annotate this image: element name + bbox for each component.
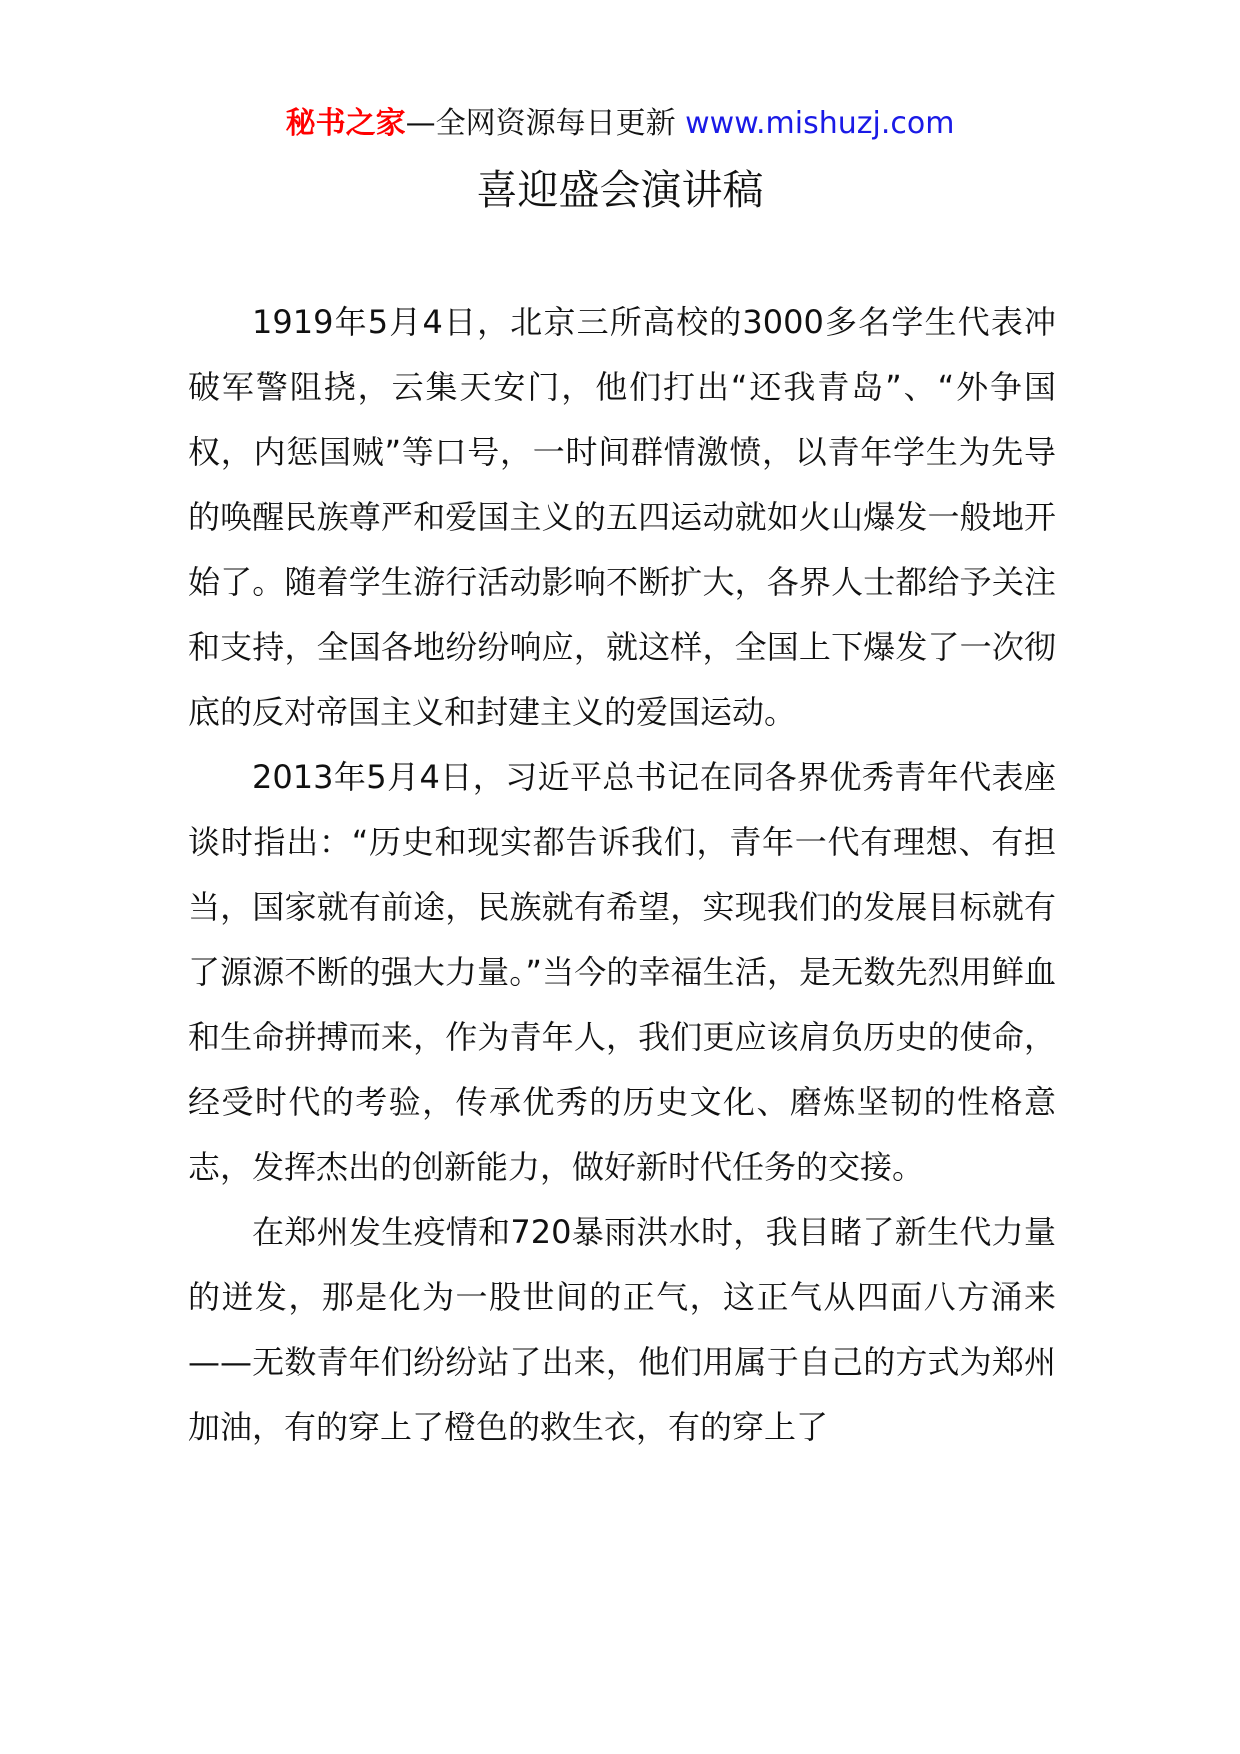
brand-name: 秘书之家 xyxy=(285,106,406,141)
paragraph: 1919年5月4日，北京三所高校的3000多名学生代表冲破军警阻挠，云集天安门，他们打出“还我青岛”、“外争国权，内惩国贼”等口号，一时间群情激愤，以青年学生为先导的唤醒民族尊严和爱国主义的五四运动就如火山爆发一般地开始了。随着学生游行活动影响不断扩大，各界人士都给予关注和支持，全国各地纷纷响应，就这样，全国上下爆发了一次彻底的反对帝国主义和封建主义的爱国运动。 xyxy=(188,303,1056,731)
header-tagline: —全网资源每日更新 xyxy=(405,106,686,141)
paragraph: 2013年5月4日，习近平总书记在同各界优秀青年代表座谈时指出：“历史和现实都告诉我们，青年一代有理想、有担当，国家就有前途，民族就有希望，实现我们的发展目标就有了源源不断的强大力量。”当今的幸福生活，是无数先烈用鲜血和生命拼搏而来，作为青年人，我们更应该肩负历史的使命，经受时代的考验，传承优秀的历史文化、磨炼坚韧的性格意志，发挥杰出的创新能力，做好新时代任务的交接。 xyxy=(188,758,1056,1186)
document-title: 喜迎盛会演讲稿 xyxy=(476,166,764,214)
document-body xyxy=(188,290,1056,1460)
site-url-link[interactable]: www.mishuzj.com xyxy=(685,106,955,141)
site-header xyxy=(0,102,1240,146)
paragraph: 在郑州发生疫情和720暴雨洪水时，我目睹了新生代力量的迸发，那是化为一股世间的正气，这正气从四面八方涌来——无数青年们纷纷站了出来，他们用属于自己的方式为郑州加油，有的穿上了橙色的救生衣，有的穿上了 xyxy=(188,1213,1056,1446)
